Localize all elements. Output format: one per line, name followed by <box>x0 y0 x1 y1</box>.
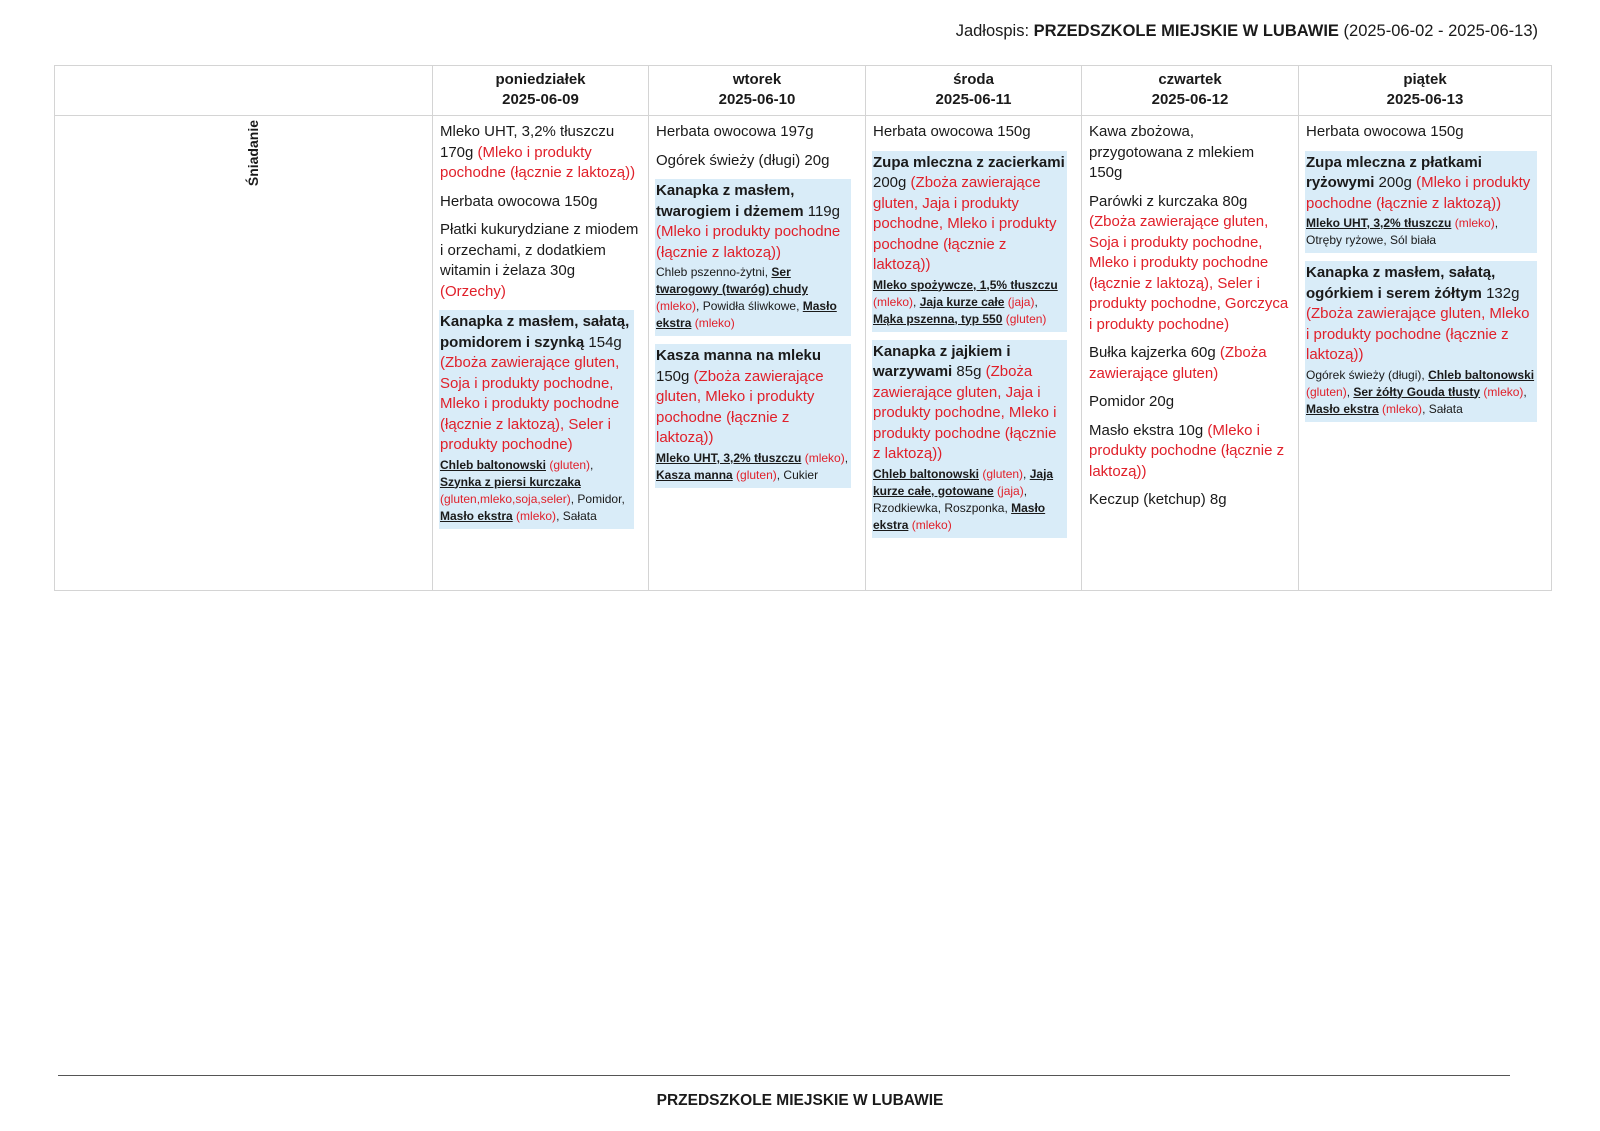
ingredient-name: Mleko UHT, 3,2% tłuszczu <box>656 450 802 465</box>
dish-name: Keczup (ketchup) 8g <box>1089 491 1227 508</box>
dish-name: Mleko UHT, 3,2% tłuszczu 170g <box>440 123 615 161</box>
menu-item <box>872 340 1067 538</box>
meal-label: Śniadanie <box>245 120 261 187</box>
dish-allergens: (Zboża zawierające gluten, Jaja i produkty pochodne, Mleko i produkty pochodne (łącznie z laktozą)) <box>873 174 1057 273</box>
ingredient-separator: , <box>1023 466 1027 481</box>
title-prefix: Jadłospis: <box>955 22 1030 40</box>
menu-item <box>1305 261 1537 422</box>
dish-allergens: (Zboża zawierające gluten, Soja i produkty pochodne, Mleko i produkty pochodne (łącznie z laktozą), Seler i produkty pochodne) <box>440 354 620 453</box>
ingredient-allergen: (gluten) <box>736 467 777 482</box>
dish-allergens: (Mleko i produkty pochodne (łącznie z laktozą)) <box>656 223 841 261</box>
day-name: środa <box>953 71 994 88</box>
dish-name: Kanapka z masłem, twarogiem i dżemem <box>656 182 804 220</box>
ingredient-separator: , <box>937 500 942 515</box>
ingredient-separator: , <box>696 299 700 313</box>
day-menu-cell <box>1082 116 1299 591</box>
menu-item <box>873 122 1074 143</box>
day-header <box>1299 66 1552 116</box>
menu-item <box>656 151 858 172</box>
ingredient-separator: , <box>1023 483 1028 498</box>
ingredient-allergen: (mleko) <box>694 316 735 330</box>
day-date: 2025-06-12 <box>1151 91 1229 108</box>
day-header <box>433 66 649 116</box>
dish-weight: 200g <box>1378 174 1412 191</box>
menu-item <box>1089 392 1291 413</box>
dish-name: Herbata owocowa 150g <box>440 192 598 210</box>
menu-item <box>1089 192 1291 336</box>
day-menu-cell <box>649 116 866 591</box>
menu-item <box>655 179 851 336</box>
title-date-range: (2025-06-02 - 2025-06-13) <box>1343 22 1538 40</box>
day-menu-cell <box>433 116 649 591</box>
day-menu-cell <box>866 116 1082 591</box>
ingredients-list <box>656 450 850 484</box>
dish-allergens: (Mleko i produkty pochodne (łącznie z laktozą)) <box>1306 174 1531 212</box>
ingredient-name: Chleb baltonowski <box>440 457 547 472</box>
dish-allergens: (Zboża zawierające gluten, Soja i produkty pochodne, Mleko i produkty pochodne (łącznie z laktozą), Seler i produkty pochodne, Gorczyca i produkty pochodne) <box>1089 213 1289 333</box>
ingredient-name: Mleko spożywcze, 1,5% tłuszczu <box>873 277 1058 292</box>
ingredient-separator: , <box>1346 384 1351 399</box>
ingredient-name: Masło ekstra <box>440 508 513 523</box>
meal-label-cell <box>55 116 433 591</box>
dish-weight: 132g <box>1486 284 1520 302</box>
ingredient-name: Ogórek świeży (długi) <box>1306 367 1422 382</box>
ingredient-name: Rzodkiewka <box>873 500 938 515</box>
menu-header-row <box>55 66 1552 116</box>
day-header <box>1082 66 1299 116</box>
dish-name: Płatki kukurydziane z miodem i orzechami, z dodatkiem witamin i żelaza 30g <box>440 221 639 279</box>
dish-name: Ogórek świeży (długi) 20g <box>656 151 830 169</box>
ingredient-allergen: (gluten) <box>982 466 1024 481</box>
meal-row <box>55 116 1552 591</box>
ingredients-list <box>656 264 850 332</box>
ingredient-allergen: (mleko) <box>1483 384 1524 399</box>
ingredient-name: Kasza manna <box>656 467 733 482</box>
ingredient-name: Roszponka <box>944 500 1005 515</box>
dish-name: Kawa zbożowa, przygotowana z mlekiem 150g <box>1089 123 1255 181</box>
ingredients-list <box>1306 215 1536 249</box>
ingredients-list <box>873 277 1066 328</box>
ingredient-allergen: (mleko) <box>656 299 697 313</box>
menu-table <box>54 65 1552 591</box>
day-name: czwartek <box>1158 71 1222 88</box>
ingredients-list <box>873 466 1066 534</box>
dish-name: Zupa mleczna z płatkami ryżowymi <box>1306 153 1482 191</box>
dish-name: Parówki z kurczaka 80g <box>1089 192 1248 210</box>
ingredient-allergen: (mleko) <box>1382 401 1423 416</box>
ingredient-name: Chleb baltonowski <box>873 466 980 481</box>
ingredient-name: Sałata <box>562 508 597 523</box>
menu-item <box>872 151 1067 332</box>
ingredient-allergen: (jaja) <box>997 483 1024 498</box>
title-institution: PRZEDSZKOLE MIEJSKIE W LUBAWIE <box>1033 22 1339 40</box>
dish-weight: 119g <box>807 202 840 220</box>
day-date: 2025-06-10 <box>718 91 796 108</box>
ingredient-name: Cukier <box>783 467 819 482</box>
ingredient-separator: , <box>1523 384 1527 399</box>
ingredient-name: Szynka z piersi kurczaka <box>440 474 581 489</box>
menu-item <box>1089 122 1291 184</box>
ingredient-name: Sól biała <box>1390 233 1437 247</box>
dish-name: Kanapka z jajkiem i warzywami <box>873 342 1011 380</box>
dish-name: Kanapka z masłem, sałatą, pomidorem i szynką <box>440 313 630 351</box>
ingredient-separator: , <box>796 299 800 313</box>
dish-allergens: (Zboża zawierające gluten, Mleko i produkty pochodne (łącznie z laktozą)) <box>1306 305 1530 363</box>
ingredient-name: Masło ekstra <box>1306 401 1379 416</box>
ingredient-name: Sałata <box>1428 401 1463 416</box>
ingredient-allergen: (mleko) <box>804 450 845 465</box>
ingredient-allergen: (mleko) <box>516 508 557 523</box>
ingredient-name: Pomidor <box>577 491 622 506</box>
ingredient-separator: , <box>590 457 594 472</box>
menu-item <box>439 310 634 529</box>
ingredient-separator: , <box>764 265 769 279</box>
ingredient-separator: , <box>1383 233 1387 247</box>
ingredient-allergen: (mleko) <box>911 517 952 532</box>
dish-name: Masło ekstra 10g <box>1089 421 1204 439</box>
menu-item <box>1089 343 1291 384</box>
dish-allergens: (Mleko i produkty pochodne (łącznie z laktozą)) <box>1089 421 1285 480</box>
day-name: poniedziałek <box>495 71 586 88</box>
page-title <box>956 22 1538 41</box>
day-menu-cell <box>1299 116 1552 591</box>
dish-name: Kanapka z masłem, sałatą, ogórkiem i serem żółtym <box>1306 264 1496 302</box>
dish-weight: 85g <box>956 363 982 380</box>
ingredients-list <box>440 457 633 525</box>
dish-allergens: (Mleko i produkty pochodne (łącznie z laktozą)) <box>440 143 636 181</box>
ingredient-allergen: (mleko) <box>1454 216 1495 230</box>
ingredient-name: Otręby ryżowe <box>1306 233 1384 247</box>
ingredient-allergen: (jaja) <box>1007 294 1035 309</box>
day-date: 2025-06-11 <box>935 91 1012 108</box>
day-name: piątek <box>1403 71 1447 88</box>
dish-allergens: (Zboża zawierające gluten, Mleko i produkty pochodne (łącznie z laktozą)) <box>656 367 824 446</box>
ingredient-name: Ser żółty Gouda tłusty <box>1353 384 1481 399</box>
dish-weight: 154g <box>588 333 622 351</box>
ingredient-separator: , <box>844 450 849 465</box>
dish-weight: 200g <box>873 174 907 191</box>
ingredient-separator: , <box>570 491 575 506</box>
menu-item <box>1089 421 1291 483</box>
day-header <box>649 66 866 116</box>
dish-allergens: (Zboża zawierające gluten, Jaja i produkty pochodne, Mleko i produkty pochodne (łącznie z laktozą)) <box>873 363 1057 462</box>
ingredient-separator: , <box>556 508 560 523</box>
footer-divider <box>58 1075 1510 1076</box>
menu-item <box>440 122 641 184</box>
ingredient-separator: , <box>1422 401 1426 416</box>
menu-item <box>656 122 858 143</box>
ingredient-allergen: (gluten,mleko,soja,seler) <box>440 491 571 506</box>
ingredient-separator: , <box>1421 367 1425 382</box>
menu-item <box>655 344 851 488</box>
ingredient-name: Chleb pszenno-żytni <box>656 265 765 279</box>
ingredient-name: Powidła śliwkowe <box>702 299 797 313</box>
day-name: wtorek <box>732 71 782 88</box>
ingredient-name: Masło ekstra <box>873 500 1046 532</box>
ingredient-separator: , <box>1494 216 1499 230</box>
ingredients-list <box>1306 367 1536 418</box>
footer-institution: PRZEDSZKOLE MIEJSKIE W LUBAWIE <box>656 1092 944 1109</box>
ingredient-name: Mąka pszenna, typ 550 <box>873 311 1003 326</box>
ingredient-name: Masło ekstra <box>656 299 837 330</box>
dish-name: Herbata owocowa 150g <box>873 123 1031 140</box>
ingredient-name: Jaja kurze całe <box>919 294 1005 309</box>
dish-name: Herbata owocowa 197g <box>656 123 814 140</box>
ingredient-name: Jaja kurze całe, gotowane <box>873 466 1054 498</box>
dish-name: Pomidor 20g <box>1089 393 1175 410</box>
menu-item <box>1089 490 1291 511</box>
menu-item <box>440 220 641 302</box>
ingredient-allergen: (gluten) <box>1306 384 1347 399</box>
dish-name: Bułka kajzerka 60g <box>1089 344 1216 361</box>
menu-item <box>1305 151 1537 254</box>
dish-name: Herbata owocowa 150g <box>1306 123 1464 140</box>
menu-item <box>1306 122 1544 143</box>
day-header <box>866 66 1082 116</box>
corner-cell <box>55 66 433 116</box>
ingredient-separator: , <box>776 467 781 482</box>
ingredient-separator: , <box>1004 500 1008 515</box>
ingredient-separator: , <box>621 491 625 506</box>
day-date: 2025-06-13 <box>1386 91 1464 108</box>
dish-allergens: (Zboża zawierające gluten) <box>1089 344 1267 382</box>
ingredient-allergen: (mleko) <box>873 294 914 309</box>
dish-allergens: (Orzechy) <box>440 282 506 300</box>
ingredient-name: Ser twarogowy (twaróg) chudy <box>656 265 809 296</box>
ingredient-separator: , <box>1034 294 1038 309</box>
ingredient-allergen: (gluten) <box>1005 311 1047 326</box>
ingredient-name: Mleko UHT, 3,2% tłuszczu <box>1306 216 1452 230</box>
dish-name: Zupa mleczna z zacierkami <box>873 153 1065 171</box>
dish-weight: 150g <box>656 367 690 385</box>
ingredient-name: Chleb baltonowski <box>1428 367 1535 382</box>
day-date: 2025-06-09 <box>502 91 579 108</box>
dish-name: Kasza manna na mleku <box>656 347 822 364</box>
menu-item <box>440 192 641 213</box>
ingredient-allergen: (gluten) <box>549 457 591 472</box>
ingredient-separator: , <box>913 294 917 309</box>
